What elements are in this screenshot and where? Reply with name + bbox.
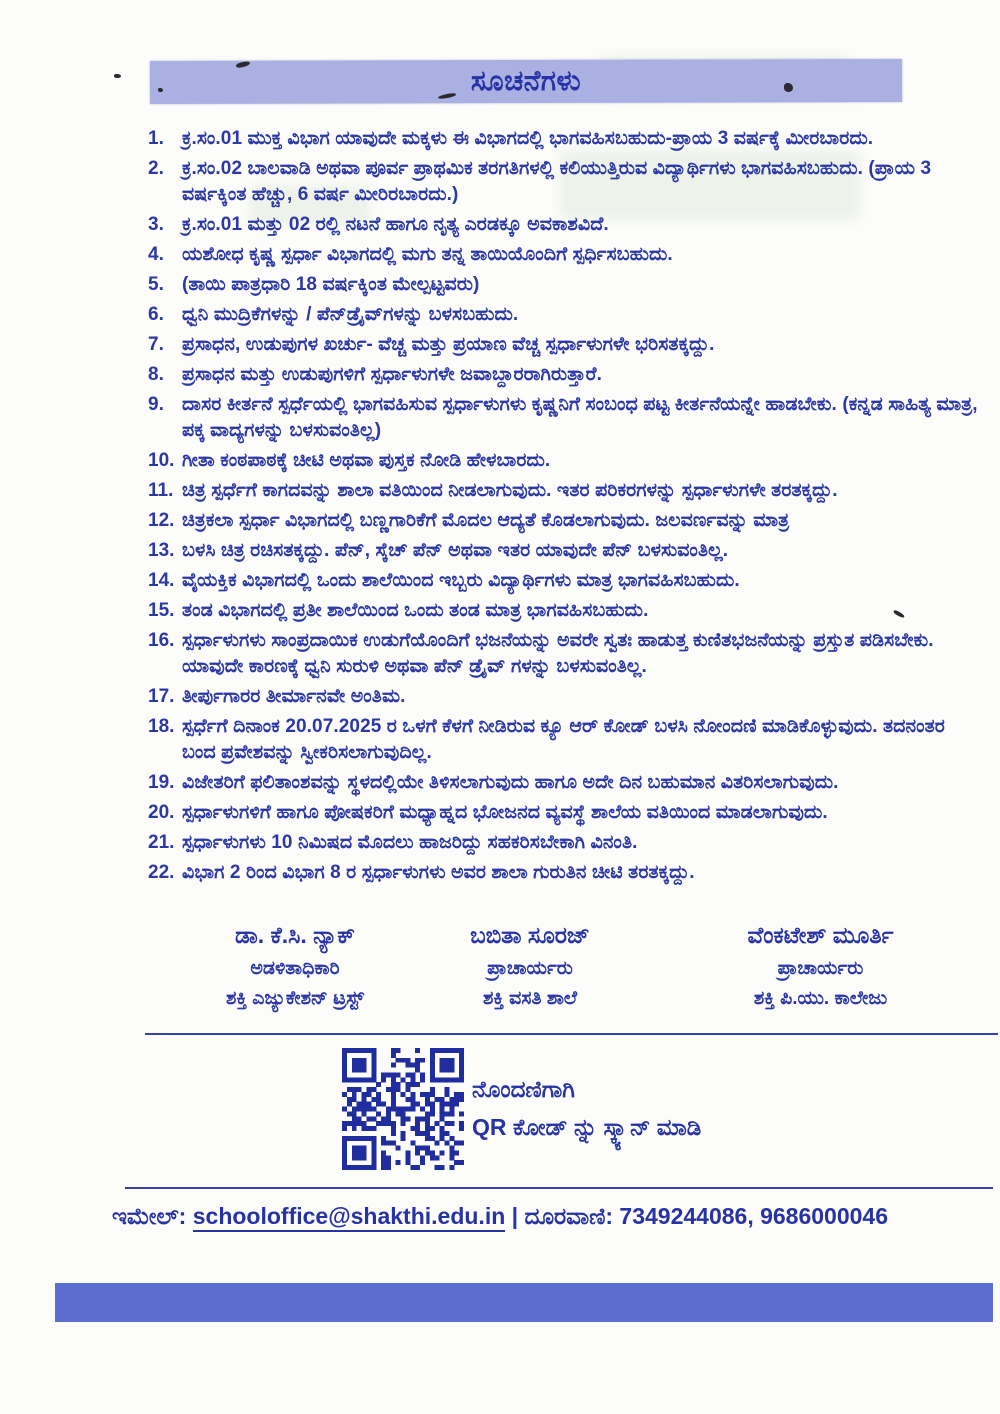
- instruction-number: 3.: [148, 214, 164, 235]
- contact-line: [0, 1203, 1000, 1230]
- email-label: ಇಮೇಲ್:: [111, 1203, 187, 1229]
- instruction-item: [148, 126, 982, 152]
- contact-separator: |: [511, 1203, 519, 1229]
- qr-caption-line2: QR ಕೋಡ್ ನ್ನು ಸ್ಕ್ಯಾನ್ ಮಾಡಿ: [472, 1114, 702, 1140]
- instruction-number: 18.: [148, 716, 175, 737]
- instruction-text: ಸ್ಪರ್ಧಾಳುಗಳು ಸಾಂಪ್ರದಾಯಿಕ ಉಡುಗೆಯೊಂದಿಗೆ ಭಜನೆಯನ್ನು ಅವರೇ ಸ್ವತಃ ಹಾಡುತ್ತ ಕುಣಿತಭಜನೆಯನ್ನು ಪ್ರಸ್ತುತ ಪಡಿಸಬೇಕು. ಯಾವುದೇ ಕಾರಣಕ್ಕೆ ಧ್ವನಿ ಸುರುಳಿ ಅಥವಾ ಪೆನ್ ಡ್ರೈವ್ ಗಳನ್ನು ಬಳಸುವಂತಿಲ್ಲ.: [182, 630, 934, 677]
- instruction-text: ಚಿತ್ರ ಸ್ಪರ್ಧೆಗೆ ಕಾಗದವನ್ನು ಶಾಲಾ ವತಿಯಿಂದ ನೀಡಲಾಗುವುದು. ಇತರ ಪರಿಕರಗಳನ್ನು ಸ್ಪರ್ಧಾಳುಗಳೇ ತರತಕ್ಕದ್ದು.: [182, 480, 838, 501]
- instruction-text: ಬಳಸಿ ಚಿತ್ರ ರಚಿಸತಕ್ಕದ್ದು. ಪೆನ್, ಸ್ಕೆಚ್ ಪೆನ್ ಅಥವಾ ಇತರ ಯಾವುದೇ ಪೆನ್ ಬಳಸುವಂತಿಲ್ಲ.: [182, 540, 729, 561]
- instruction-number: 8.: [148, 364, 164, 385]
- instruction-item: [148, 302, 982, 328]
- instruction-number: 11.: [148, 480, 174, 501]
- instruction-item: [148, 478, 982, 504]
- instruction-number: 10.: [148, 450, 175, 471]
- qr-caption-line1: ನೊಂದಣಿಗಾಗಿ: [472, 1076, 575, 1102]
- instruction-number: 15.: [148, 600, 175, 621]
- signatory-block-1: [160, 922, 430, 1010]
- instruction-text: ತೀರ್ಪುಗಾರರ ತೀರ್ಮಾನವೇ ಅಂತಿಮ.: [182, 686, 406, 707]
- instruction-number: 17.: [148, 686, 175, 707]
- instruction-text: ವಿಜೇತರಿಗೆ ಫಲಿತಾಂಶವನ್ನು ಸ್ಥಳದಲ್ಲಿಯೇ ತಿಳಿಸಲಾಗುವುದು ಹಾಗೂ ಅದೇ ದಿನ ಬಹುಮಾನ ವಿತರಿಸಲಾಗುವುದು.: [182, 772, 839, 793]
- instruction-number: 1.: [148, 128, 164, 149]
- instruction-text: (ತಾಯಿ ಪಾತ್ರಧಾರಿ 18 ವರ್ಷಕ್ಕಿಂತ ಮೇಲ್ಪಟ್ಟವರು): [182, 274, 480, 295]
- scan-speck: [784, 83, 793, 92]
- section-divider: [125, 1187, 993, 1189]
- signatory-name: ಬಬಿತಾ ಸೂರಜ್: [470, 922, 590, 948]
- instruction-number: 9.: [148, 394, 164, 415]
- instruction-item: [148, 830, 982, 856]
- instruction-text: ಕ್ರ.ಸಂ.01 ಮತ್ತು 02 ರಲ್ಲಿ ನಟನೆ ಹಾಗೂ ನೃತ್ಯ ಎರಡಕ್ಕೂ ಅವಕಾಶವಿದೆ.: [182, 214, 609, 235]
- signatory-organization: ಶಕ್ತಿ ವಸತಿ ಶಾಲೆ: [482, 988, 578, 1009]
- instruction-text: ಕ್ರ.ಸಂ.01 ಮುಕ್ತ ವಿಭಾಗ ಯಾವುದೇ ಮಕ್ಕಳು ಈ ವಿಭಾಗದಲ್ಲಿ ಭಾಗವಹಿಸಬಹುದು-ಪ್ರಾಯ 3 ವರ್ಷಕ್ಕೆ ಮೀರಬಾರದು.: [182, 128, 874, 149]
- instruction-item: [148, 568, 982, 594]
- signatory-organization: ಶಕ್ತಿ ಎಜ್ಯುಕೇಶನ್ ಟ್ರಸ್ಟ್: [226, 988, 364, 1009]
- instruction-item: [148, 598, 982, 624]
- signatory-role: ಪ್ರಾಚಾರ್ಯರು: [777, 958, 864, 979]
- instruction-text: ವೈಯಕ್ತಿಕ ವಿಭಾಗದಲ್ಲಿ ಒಂದು ಶಾಲೆಯಿಂದ ಇಬ್ಬರು ವಿದ್ಯಾರ್ಥಿಗಳು ಮಾತ್ರ ಭಾಗವಹಿಸಬಹುದು.: [182, 570, 740, 591]
- section-divider: [145, 1033, 998, 1035]
- page-title: ಸೂಚನೆಗಳು: [470, 64, 582, 97]
- instruction-item: [148, 362, 982, 388]
- registration-qr-code: [342, 1048, 464, 1170]
- signatory-name: ವೆಂಕಟೇಶ್ ಮೂರ್ತಿ: [747, 922, 894, 948]
- instruction-item: [148, 684, 982, 710]
- instruction-item: [148, 770, 982, 796]
- instruction-number: 22.: [148, 862, 175, 883]
- signatory-role: ಪ್ರಾಚಾರ್ಯರು: [487, 958, 573, 979]
- instruction-text: ಸ್ಪರ್ಧಾಳುಗಳು 10 ನಿಮಿಷದ ಮೊದಲು ಹಾಜರಿದ್ದು ಸಹಕರಿಸಬೇಕಾಗಿ ವಿನಂತಿ.: [182, 832, 638, 853]
- instruction-number: 14.: [148, 570, 175, 591]
- instruction-item: [148, 392, 982, 444]
- instruction-text: ಧ್ವನಿ ಮುದ್ರಿಕೆಗಳನ್ನು / ಪೆನ್‌ಡ್ರೈವ್‌ಗಳನ್ನು ಬಳಸಬಹುದು.: [182, 304, 519, 325]
- email-link[interactable]: schooloffice@shakthi.edu.in: [193, 1203, 506, 1232]
- instruction-number: 5.: [148, 274, 164, 295]
- instruction-item: [148, 800, 982, 826]
- instruction-item: [148, 448, 982, 474]
- instruction-number: 20.: [148, 802, 175, 823]
- instruction-number: 2.: [148, 158, 164, 179]
- instruction-text: ಪ್ರಸಾಧನ ಮತ್ತು ಉಡುಪುಗಳಿಗೆ ಸ್ಪರ್ಧಾಳುಗಳೇ ಜವಾಬ್ದಾರರಾಗಿರುತ್ತಾರೆ.: [182, 364, 602, 385]
- instruction-number: 16.: [148, 630, 175, 651]
- instruction-number: 12.: [148, 510, 175, 531]
- bottom-color-band: [55, 1283, 993, 1322]
- scan-speck: [114, 74, 121, 78]
- header-band: [150, 59, 902, 104]
- instruction-item: [148, 508, 982, 534]
- signatory-role: ಅಡಳಿತಾಧಿಕಾರಿ: [250, 958, 340, 979]
- instruction-text: ಯಶೋಧ ಕೃಷ್ಣ ಸ್ಪರ್ಧಾ ವಿಭಾಗದಲ್ಲಿ ಮಗು ತನ್ನ ತಾಯಿಯೊಂದಿಗೆ ಸ್ಪರ್ಧಿಸಬಹುದು.: [182, 244, 673, 265]
- instruction-number: 4.: [148, 244, 164, 265]
- phone-numbers: 7349244086, 9686000046: [619, 1203, 889, 1229]
- instruction-item: [148, 272, 982, 298]
- instruction-text: ಚಿತ್ರಕಲಾ ಸ್ಪರ್ಧಾ ವಿಭಾಗದಲ್ಲಿ ಬಣ್ಣಗಾರಿಕೆಗೆ ಮೊದಲ ಆದ್ಯತೆ ಕೊಡಲಾಗುವುದು. ಜಲವರ್ಣವನ್ನು ಮಾತ್ರ: [182, 510, 790, 531]
- instructions-list: [148, 126, 982, 890]
- instruction-number: 6.: [148, 304, 164, 325]
- signatory-organization: ಶಕ್ತಿ ಪಿ.ಯು. ಕಾಲೇಜು: [753, 988, 888, 1009]
- instruction-number: 13.: [148, 540, 175, 561]
- instruction-text: ಕ್ರ.ಸಂ.02 ಬಾಲವಾಡಿ ಅಥವಾ ಪೂರ್ವ ಪ್ರಾಥಮಿಕ ತರಗತಿಗಳಲ್ಲಿ ಕಲಿಯುತ್ತಿರುವ ವಿದ್ಯಾರ್ಥಿಗಳು ಭಾಗವಹಿಸಬಹುದು. (ಪ್ರಾಯ 3 ವರ್ಷಕ್ಕಿಂತ ಹೆಚ್ಚು, 6 ವರ್ಷ ಮೀರಿರಬಾರದು.): [182, 158, 932, 205]
- instruction-item: [148, 242, 982, 268]
- scan-speck: [158, 88, 163, 92]
- phone-label: ದೂರವಾಣಿ:: [524, 1203, 614, 1229]
- instruction-number: 21.: [148, 832, 175, 853]
- instruction-item: [148, 212, 982, 238]
- instruction-number: 7.: [148, 334, 164, 355]
- instruction-item: [148, 714, 982, 766]
- instruction-item: [148, 332, 982, 358]
- signatory-block-2: [405, 922, 655, 1010]
- instruction-item: [148, 538, 982, 564]
- instruction-text: ವಿಭಾಗ 2 ರಿಂದ ವಿಭಾಗ 8 ರ ಸ್ಪರ್ಧಾಳುಗಳು ಅವರ ಶಾಲಾ ಗುರುತಿನ ಚೀಟಿ ತರತಕ್ಕದ್ದು.: [182, 862, 695, 883]
- instruction-text: ತಂಡ ವಿಭಾಗದಲ್ಲಿ ಪ್ರತೀ ಶಾಲೆಯಿಂದ ಒಂದು ತಂಡ ಮಾತ್ರ ಭಾಗವಹಿಸಬಹುದು.: [182, 600, 649, 621]
- instruction-item: [148, 156, 982, 208]
- instruction-text: ಪ್ರಸಾಧನ, ಉಡುಪುಗಳ ಖರ್ಚು- ವೆಚ್ಚ ಮತ್ತು ಪ್ರಯಾಣ ವೆಚ್ಚ ಸ್ಪರ್ಧಾಳುಗಳೇ ಭರಿಸತಕ್ಕದ್ದು.: [182, 334, 715, 355]
- instruction-text: ಗೀತಾ ಕಂಠಪಾಠಕ್ಕೆ ಚೀಟಿ ಅಥವಾ ಪುಸ್ತಕ ನೋಡಿ ಹೇಳಬಾರದು.: [182, 450, 551, 471]
- instruction-number: 19.: [148, 772, 175, 793]
- qr-caption: [472, 1076, 892, 1141]
- instruction-text: ಸ್ಪರ್ಧೆಗೆ ದಿನಾಂಕ 20.07.2025 ರ ಒಳಗೆ ಕೆಳಗೆ ನೀಡಿರುವ ಕ್ಯೂ ಆರ್ ಕೋಡ್ ಬಳಸಿ ನೋಂದಣಿ ಮಾಡಿಕೊಳ್ಳುವುದು. ತದನಂತರ ಬಂದ ಪ್ರವೇಶವನ್ನು ಸ್ವೀಕರಿಸಲಾಗುವುದಿಲ್ಲ.: [182, 716, 945, 763]
- instruction-text: ದಾಸರ ಕೀರ್ತನೆ ಸ್ಪರ್ಧೆಯಲ್ಲಿ ಭಾಗವಹಿಸುವ ಸ್ಪರ್ಧಾಳುಗಳು ಕೃಷ್ಣನಿಗೆ ಸಂಬಂಧ ಪಟ್ಟ ಕೀರ್ತನೆಯನ್ನೇ ಹಾಡಬೇಕು. (ಕನ್ನಡ ಸಾಹಿತ್ಯ ಮಾತ್ರ, ಪಕ್ಕ ವಾದ್ಯಗಳನ್ನು ಬಳಸುವಂತಿಲ್ಲ): [182, 394, 978, 441]
- signatory-block-3: [688, 922, 953, 1010]
- instruction-item: [148, 628, 982, 680]
- instruction-text: ಸ್ಪರ್ಧಾಳುಗಳಿಗೆ ಹಾಗೂ ಪೋಷಕರಿಗೆ ಮಧ್ಯಾಹ್ನದ ಭೋಜನದ ವ್ಯವಸ್ಥೆ ಶಾಲೆಯ ವತಿಯಿಂದ ಮಾಡಲಾಗುವುದು.: [182, 802, 828, 823]
- signatory-name: ಡಾ. ಕೆ.ಸಿ. ನ್ಯಾಕ್: [234, 922, 356, 948]
- instruction-item: [148, 860, 982, 886]
